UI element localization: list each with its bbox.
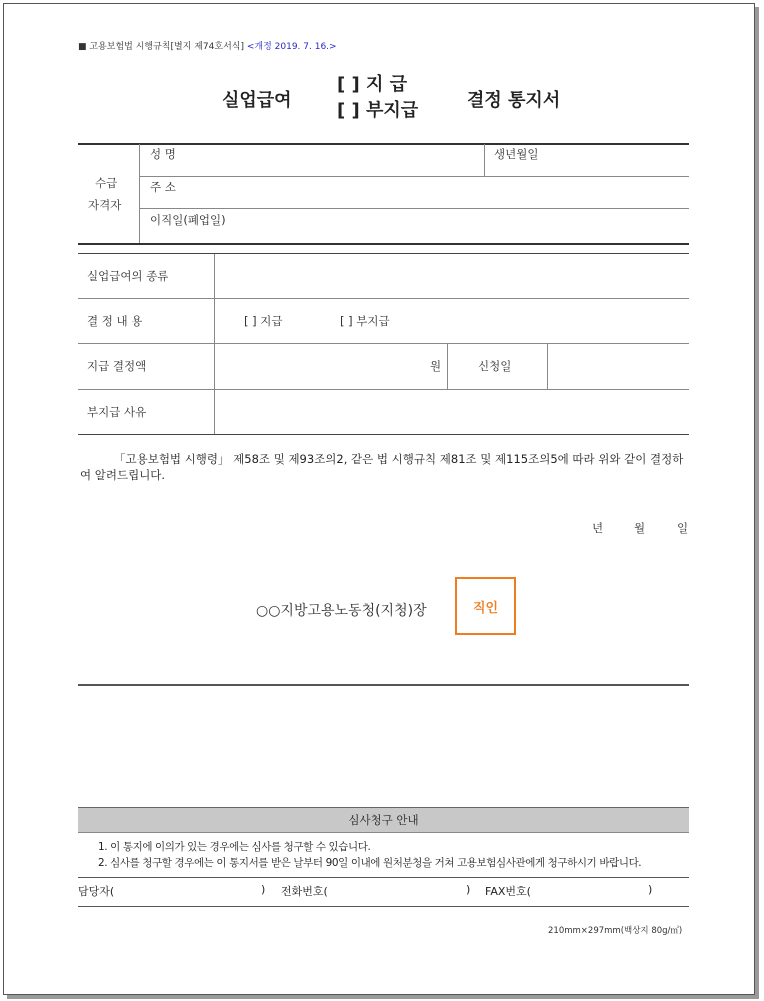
currency-unit: 원 (430, 359, 442, 373)
row-divider (78, 298, 689, 299)
staff-field-label: 담당자( (78, 885, 115, 898)
col-divider (447, 344, 448, 389)
phone-field-label: 전화번호( (281, 885, 328, 898)
notice-item-1: 1. 이 통지에 이의가 있는 경우에는 심사를 청구할 수 있습니다. (98, 841, 371, 853)
table-border-bottom (78, 243, 689, 245)
col-divider (484, 144, 485, 176)
row-divider (78, 877, 689, 878)
fax-field-close: ) (648, 883, 653, 896)
notice-item-2: 2. 심사를 청구할 경우에는 이 통지서를 받은 날부터 90일 이내에 원처분청을 거쳐 고용보험심사관에게 청구하시기 바랍니다. (98, 857, 642, 869)
row-divider (78, 389, 689, 390)
amount-label: 지급 결정액 (87, 359, 147, 373)
table-border-bottom (78, 434, 689, 435)
col-divider (139, 144, 140, 243)
name-label: 성 명 (150, 147, 176, 161)
date-day: 일 (677, 521, 689, 535)
section-divider (78, 684, 689, 686)
benefit-type-label: 실업급여의 종류 (87, 269, 169, 283)
date-year: 년 (592, 521, 604, 535)
birth-label: 생년월일 (494, 147, 539, 161)
official-seal-box (455, 577, 516, 635)
phone-field-close: ) (466, 883, 471, 896)
row-divider (78, 906, 689, 907)
nopay-reason-label: 부지급 사유 (87, 405, 147, 419)
paper-spec: 210mm×297mm(백상지 80g/㎡) (548, 926, 683, 936)
decision-content-label: 결 정 내 용 (87, 314, 143, 328)
table-border-top (78, 253, 689, 254)
col-divider (547, 344, 548, 389)
revision-text: <개정 2019. 7. 16.> (246, 42, 337, 52)
pay-checkbox-option[interactable]: [ ] 지급 (244, 314, 283, 328)
fax-field-label: FAX번호( (485, 885, 531, 898)
form-ref-text: ■ 고용보험법 시행규칙[별지 제74호서식] (78, 42, 244, 52)
title-option-nopay: [ ] 부지급 (337, 100, 419, 121)
form-reference (78, 39, 337, 52)
nopay-checkbox-option[interactable]: [ ] 부지급 (340, 314, 390, 328)
row-divider (139, 208, 689, 209)
apply-date-label: 신청일 (478, 359, 512, 373)
seal-label: 직인 (472, 600, 499, 616)
recipient-label-1: 수급 (95, 176, 118, 190)
legal-basis-text: 「고용보험법 시행령」 제58조 및 제93조의2, 같은 법 시행규칙 제81조 및 제115조의5에 따라 위와 같이 결정하여 알려드립니다. (80, 452, 684, 482)
title-option-pay: [ ] 지 급 (337, 74, 408, 95)
issuer-name: ○○지방고용노동청(지청)장 (256, 603, 427, 619)
row-divider (139, 176, 689, 177)
title-right: 결정 통지서 (467, 90, 561, 111)
appeal-notice-header (78, 807, 689, 833)
address-label: 주 소 (150, 180, 176, 194)
title-left: 실업급여 (222, 90, 292, 111)
row-divider (78, 343, 689, 344)
staff-field-close: ) (261, 883, 266, 896)
appeal-notice-title: 심사청구 안내 (348, 813, 419, 827)
date-month: 월 (634, 521, 646, 535)
leave-date-label: 이직일(폐업일) (150, 213, 226, 227)
table-border-top (78, 143, 689, 145)
recipient-label-2: 자격자 (88, 198, 122, 212)
col-divider (214, 254, 215, 434)
